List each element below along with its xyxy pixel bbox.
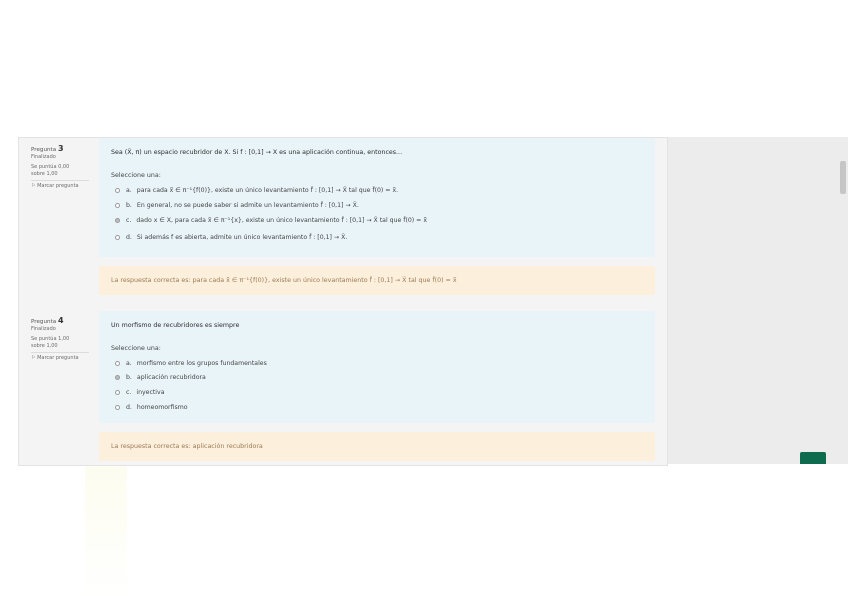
question-4-feedback: La respuesta correcta es: aplicación recubridora — [99, 432, 655, 461]
question-3-option-a[interactable]: a. para cada x̃ ∈ π⁻¹{f(0)}, existe un único levantamiento f̃ : [0,1] → X̃ tal que f̃(0) = x̃. — [115, 187, 398, 194]
question-4-number: Pregunta 4 — [31, 316, 64, 325]
scrollbar-thumb[interactable] — [840, 161, 846, 194]
question-3-text: Sea (X̃, π) un espacio recubridor de X. Si f : [0,1] → X es una aplicación continua, entonces... — [111, 149, 403, 156]
question-3-number: Pregunta 3 — [31, 144, 64, 153]
question-4-option-c[interactable]: c. inyectiva — [115, 389, 165, 396]
radio-button[interactable] — [115, 405, 120, 410]
question-4-status: Finalizado — [31, 326, 56, 332]
question-3-info — [31, 145, 89, 190]
question-3-status: Finalizado — [31, 154, 56, 160]
right-sidebar — [668, 137, 848, 464]
photo-glare — [85, 466, 127, 599]
radio-button[interactable] — [115, 361, 120, 366]
question-4-option-d[interactable]: d. homeomorfismo — [115, 404, 188, 411]
radio-button[interactable] — [115, 235, 120, 240]
question-4-score: Se puntúa 1,00 sobre 1,00 — [31, 336, 70, 349]
quiz-review-panel — [18, 137, 668, 466]
question-4-content — [99, 311, 655, 423]
question-4-prompt: Seleccione una: — [111, 345, 161, 352]
question-4-text: Un morfismo de recubridores es siempre — [111, 322, 240, 329]
question-3-prompt: Seleccione una: — [111, 172, 161, 179]
question-4-option-b[interactable]: b. aplicación recubridora — [115, 374, 206, 381]
radio-button[interactable] — [115, 390, 120, 395]
flag-question-4-button[interactable]: ⚐ Marcar pregunta — [31, 352, 89, 362]
radio-button-selected[interactable] — [115, 218, 120, 223]
question-3-content — [99, 138, 655, 257]
back-to-top-button[interactable] — [800, 452, 826, 464]
question-4-info — [31, 317, 89, 362]
question-3-feedback: La respuesta correcta es: para cada x̃ ∈ π⁻¹{f(0)}, existe un único levantamiento f̃ : [0,1] → X̃ tal que f̃(0) = x̃ — [99, 266, 655, 295]
question-4-option-a[interactable]: a. morfismo entre los grupos fundamentales — [115, 360, 267, 367]
question-3-option-c[interactable]: c. dado x ∈ X, para cada x̃ ∈ π⁻¹{x}, existe un único levantamiento f̃ : [0,1] → X̃ tal que f̃(0) = x̃ — [115, 217, 427, 224]
question-3-option-b[interactable]: b. En general, no se puede saber si admite un levantamiento f̃ : [0,1] → X̃. — [115, 202, 359, 209]
question-3-score: Se puntúa 0,00 sobre 1,00 — [31, 164, 70, 177]
radio-button-selected[interactable] — [115, 375, 120, 380]
question-3-option-d[interactable]: d. Si además f es abierta, admite un único levantamiento f̃ : [0,1] → X̃. — [115, 234, 347, 241]
radio-button[interactable] — [115, 188, 120, 193]
flag-icon: ⚐ — [31, 355, 36, 361]
flag-icon: ⚐ — [31, 183, 36, 189]
radio-button[interactable] — [115, 203, 120, 208]
flag-question-3-button[interactable]: ⚐ Marcar pregunta — [31, 180, 89, 190]
